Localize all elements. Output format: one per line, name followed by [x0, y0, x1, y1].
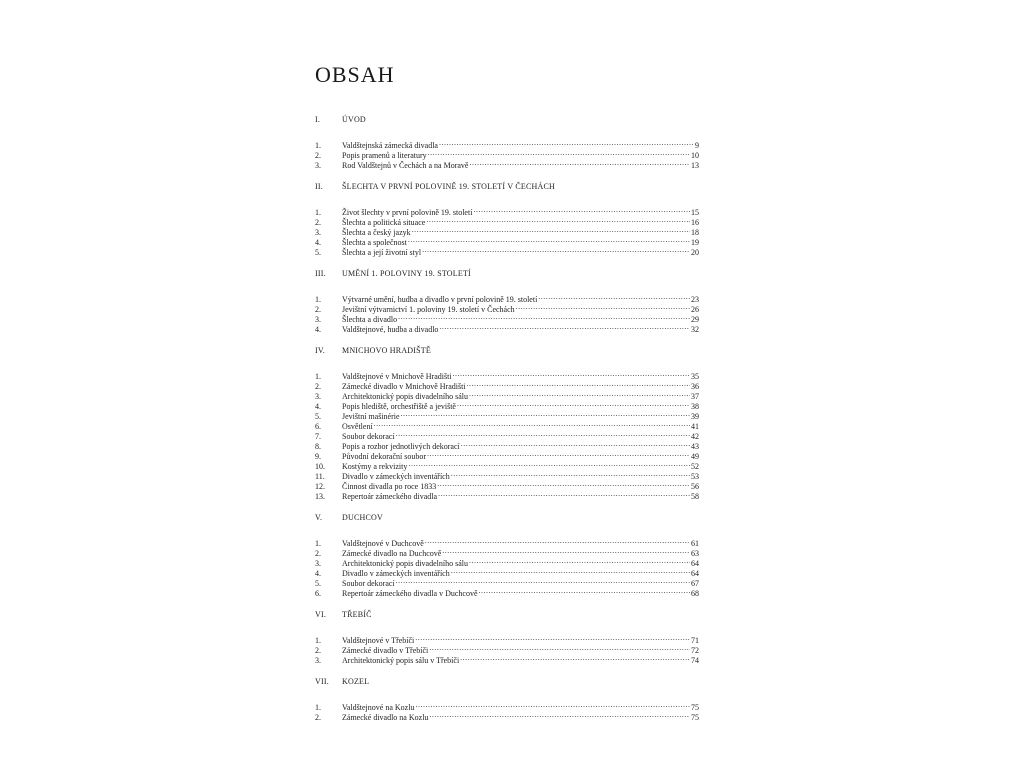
dot-leader: [516, 302, 690, 312]
section-title: TŘEBÍČ: [342, 610, 372, 619]
dot-leader: [374, 419, 690, 429]
entry-title: Kostýmy a rekvizity: [342, 462, 408, 471]
section-number: I.: [315, 115, 321, 124]
entry-number: 1.: [315, 539, 321, 548]
dot-leader: [442, 546, 690, 556]
entry-page-number: 35: [691, 372, 699, 381]
dot-leader: [408, 459, 690, 469]
entry-number: 12.: [315, 482, 325, 491]
entry-number: 1.: [315, 295, 321, 304]
entry-title: Valdštejnská zámecká divadla: [342, 141, 438, 150]
dot-leader: [415, 633, 690, 643]
toc-section: [315, 677, 699, 720]
entry-title: Šlechta a politická situace: [342, 218, 426, 227]
dot-leader: [422, 245, 690, 255]
entry-page-number: 72: [691, 646, 699, 655]
entry-number: 2.: [315, 382, 321, 391]
entry-page-number: 23: [691, 295, 699, 304]
dot-leader: [428, 148, 690, 158]
dot-leader: [469, 389, 690, 399]
dot-leader: [408, 235, 690, 245]
entry-number: 3.: [315, 315, 321, 324]
entry-page-number: 9: [695, 141, 699, 150]
entry-page-number: 16: [691, 218, 699, 227]
entry-page-number: 19: [691, 238, 699, 247]
entry-number: 2.: [315, 305, 321, 314]
entry-number: 1.: [315, 141, 321, 150]
entry-page-number: 71: [691, 636, 699, 645]
entry-page-number: 32: [691, 325, 699, 334]
entry-number: 3.: [315, 656, 321, 665]
section-title: DUCHCOV: [342, 513, 383, 522]
entry-title: Architektonický popis sálu v Třebíči: [342, 656, 460, 665]
entry-number: 13.: [315, 492, 325, 501]
entry-page-number: 68: [691, 589, 699, 598]
toc-entry: [315, 536, 699, 546]
entry-number: 1.: [315, 703, 321, 712]
dot-leader: [460, 653, 690, 663]
entry-number: 2.: [315, 151, 321, 160]
dot-leader: [467, 379, 690, 389]
toc-entry: [315, 138, 699, 148]
toc-entry: [315, 700, 699, 710]
entry-page-number: 38: [691, 402, 699, 411]
entry-page-number: 49: [691, 452, 699, 461]
entry-title: Jevištní mašinérie: [342, 412, 400, 421]
entry-page-number: 67: [691, 579, 699, 588]
toc-section: [315, 346, 699, 499]
dot-leader: [427, 449, 690, 459]
section-number: II.: [315, 182, 323, 191]
entry-number: 4.: [315, 402, 321, 411]
section-title: ÚVOD: [342, 115, 366, 124]
entry-page-number: 10: [691, 151, 699, 160]
toc-section: [315, 182, 699, 255]
dot-leader: [429, 643, 690, 653]
section-number: IV.: [315, 346, 326, 355]
toc-section: [315, 610, 699, 663]
section-number: V.: [315, 513, 323, 522]
dot-leader: [439, 322, 690, 332]
entry-page-number: 52: [691, 462, 699, 471]
entry-title: Valdštejnové v Třebíči: [342, 636, 415, 645]
toc-section: [315, 115, 699, 168]
entry-number: 5.: [315, 579, 321, 588]
dot-leader: [439, 138, 694, 148]
entry-page-number: 36: [691, 382, 699, 391]
entry-number: 9.: [315, 452, 321, 461]
entry-title: Zámecké divadlo na Duchcově: [342, 549, 442, 558]
entry-title: Původní dekorační soubor: [342, 452, 426, 461]
entry-page-number: 18: [691, 228, 699, 237]
dot-leader: [412, 225, 690, 235]
entry-title: Popis pramenů a literatury: [342, 151, 427, 160]
entry-title: Šlechta a divadlo: [342, 315, 398, 324]
entry-page-number: 75: [691, 713, 699, 722]
section-title: UMĚNÍ 1. POLOVINY 19. STOLETÍ: [342, 269, 471, 278]
entry-number: 3.: [315, 228, 321, 237]
entry-number: 4.: [315, 238, 321, 247]
entry-number: 1.: [315, 372, 321, 381]
dot-leader: [453, 369, 690, 379]
entry-page-number: 58: [691, 492, 699, 501]
entry-page-number: 53: [691, 472, 699, 481]
entry-page-number: 74: [691, 656, 699, 665]
entry-title: Šlechta a společnost: [342, 238, 407, 247]
entry-title: Valdštejnové, hudba a divadlo: [342, 325, 439, 334]
section-heading: [315, 346, 699, 356]
dot-leader: [469, 556, 690, 566]
entry-page-number: 39: [691, 412, 699, 421]
entry-number: 4.: [315, 325, 321, 334]
entry-title: Repertoár zámeckého divadla: [342, 492, 438, 501]
entry-title: Valdštejnové v Duchcově: [342, 539, 424, 548]
entry-title: Šlechta a její životní styl: [342, 248, 422, 257]
dot-leader: [425, 536, 690, 546]
section-heading: [315, 269, 699, 279]
toc-entry: [315, 205, 699, 215]
dot-leader: [538, 292, 690, 302]
entry-title: Osvětlení: [342, 422, 373, 431]
entry-title: Soubor dekorací: [342, 432, 395, 441]
section-title: ŠLECHTA V PRVNÍ POLOVINĚ 19. STOLETÍ V ČECHÁCH: [342, 182, 555, 191]
dot-leader: [451, 469, 690, 479]
toc-section: [315, 269, 699, 332]
entry-title: Repertoár zámeckého divadla v Duchcově: [342, 589, 478, 598]
entry-title: Popis hlediště, orchestřiště a jeviště: [342, 402, 456, 411]
entry-page-number: 15: [691, 208, 699, 217]
entry-title: Valdštejnové v Mnichově Hradišti: [342, 372, 452, 381]
section-number: VI.: [315, 610, 327, 619]
dot-leader: [461, 439, 690, 449]
entry-number: 2.: [315, 713, 321, 722]
entry-title: Zámecké divadlo v Mnichově Hradišti: [342, 382, 466, 391]
toc-entry: [315, 292, 699, 302]
dot-leader: [396, 429, 690, 439]
section-heading: [315, 677, 699, 687]
dot-leader: [479, 586, 691, 596]
entry-number: 10.: [315, 462, 325, 471]
entry-number: 6.: [315, 422, 321, 431]
section-number: III.: [315, 269, 326, 278]
entry-number: 2.: [315, 646, 321, 655]
entry-number: 2.: [315, 218, 321, 227]
toc-section: [315, 513, 699, 596]
dot-leader: [469, 158, 690, 168]
entry-page-number: 41: [691, 422, 699, 431]
entry-page-number: 64: [691, 569, 699, 578]
entry-page-number: 64: [691, 559, 699, 568]
dot-leader: [437, 479, 690, 489]
dot-leader: [415, 700, 690, 710]
section-heading: [315, 610, 699, 620]
entry-title: Rod Valdštejnů v Čechách a na Moravě: [342, 161, 469, 170]
section-heading: [315, 115, 699, 125]
entry-page-number: 56: [691, 482, 699, 491]
entry-title: Architektonický popis divadelního sálu: [342, 392, 468, 401]
entry-number: 8.: [315, 442, 321, 451]
table-of-contents: [315, 115, 699, 720]
entry-page-number: 42: [691, 432, 699, 441]
dot-leader: [473, 205, 690, 215]
entry-number: 1.: [315, 636, 321, 645]
toc-entry: [315, 633, 699, 643]
entry-number: 3.: [315, 161, 321, 170]
entry-number: 1.: [315, 208, 321, 217]
dot-leader: [457, 399, 690, 409]
entry-page-number: 37: [691, 392, 699, 401]
entry-page-number: 43: [691, 442, 699, 451]
entry-page-number: 75: [691, 703, 699, 712]
entry-page-number: 61: [691, 539, 699, 548]
entry-title: Život šlechty v první polovině 19. století: [342, 208, 473, 217]
entry-number: 3.: [315, 559, 321, 568]
entry-number: 5.: [315, 412, 321, 421]
dot-leader: [398, 312, 690, 322]
dot-leader: [401, 409, 690, 419]
entry-page-number: 63: [691, 549, 699, 558]
entry-page-number: 29: [691, 315, 699, 324]
entry-number: 11.: [315, 472, 325, 481]
dot-leader: [451, 566, 690, 576]
entry-title: Jevištní výtvarnictví 1. poloviny 19. století v Čechách: [342, 305, 515, 314]
entry-title: Architektonický popis divadelního sálu: [342, 559, 468, 568]
section-title: KOZEL: [342, 677, 370, 686]
entry-title: Zámecké divadlo na Kozlu: [342, 713, 429, 722]
entry-page-number: 13: [691, 161, 699, 170]
section-heading: [315, 513, 699, 523]
toc-entry: [315, 369, 699, 379]
dot-leader: [429, 710, 690, 720]
entry-number: 7.: [315, 432, 321, 441]
entry-title: Valdštejnové na Kozlu: [342, 703, 415, 712]
page-title: OBSAH: [315, 62, 395, 87]
entry-number: 5.: [315, 248, 321, 257]
toc-page: [315, 62, 699, 734]
section-number: VII.: [315, 677, 329, 686]
dot-leader: [426, 215, 690, 225]
dot-leader: [396, 576, 690, 586]
entry-title: Zámecké divadlo v Třebíči: [342, 646, 429, 655]
entry-title: Šlechta a český jazyk: [342, 228, 411, 237]
entry-title: Soubor dekorací: [342, 579, 395, 588]
entry-page-number: 26: [691, 305, 699, 314]
entry-number: 6.: [315, 589, 321, 598]
entry-number: 2.: [315, 549, 321, 558]
dot-leader: [438, 489, 690, 499]
section-title: MNICHOVO HRADIŠTĚ: [342, 346, 431, 355]
entry-title: Popis a rozbor jednotlivých dekorací: [342, 442, 460, 451]
section-heading: [315, 182, 699, 192]
entry-number: 3.: [315, 392, 321, 401]
entry-title: Činnost divadla po roce 1833: [342, 482, 437, 491]
entry-title: Divadlo v zámeckých inventářích: [342, 472, 450, 481]
entry-title: Výtvarné umění, hudba a divadlo v první polovině 19. století: [342, 295, 538, 304]
entry-number: 4.: [315, 569, 321, 578]
entry-page-number: 20: [691, 248, 699, 257]
entry-title: Divadlo v zámeckých inventářích: [342, 569, 450, 578]
